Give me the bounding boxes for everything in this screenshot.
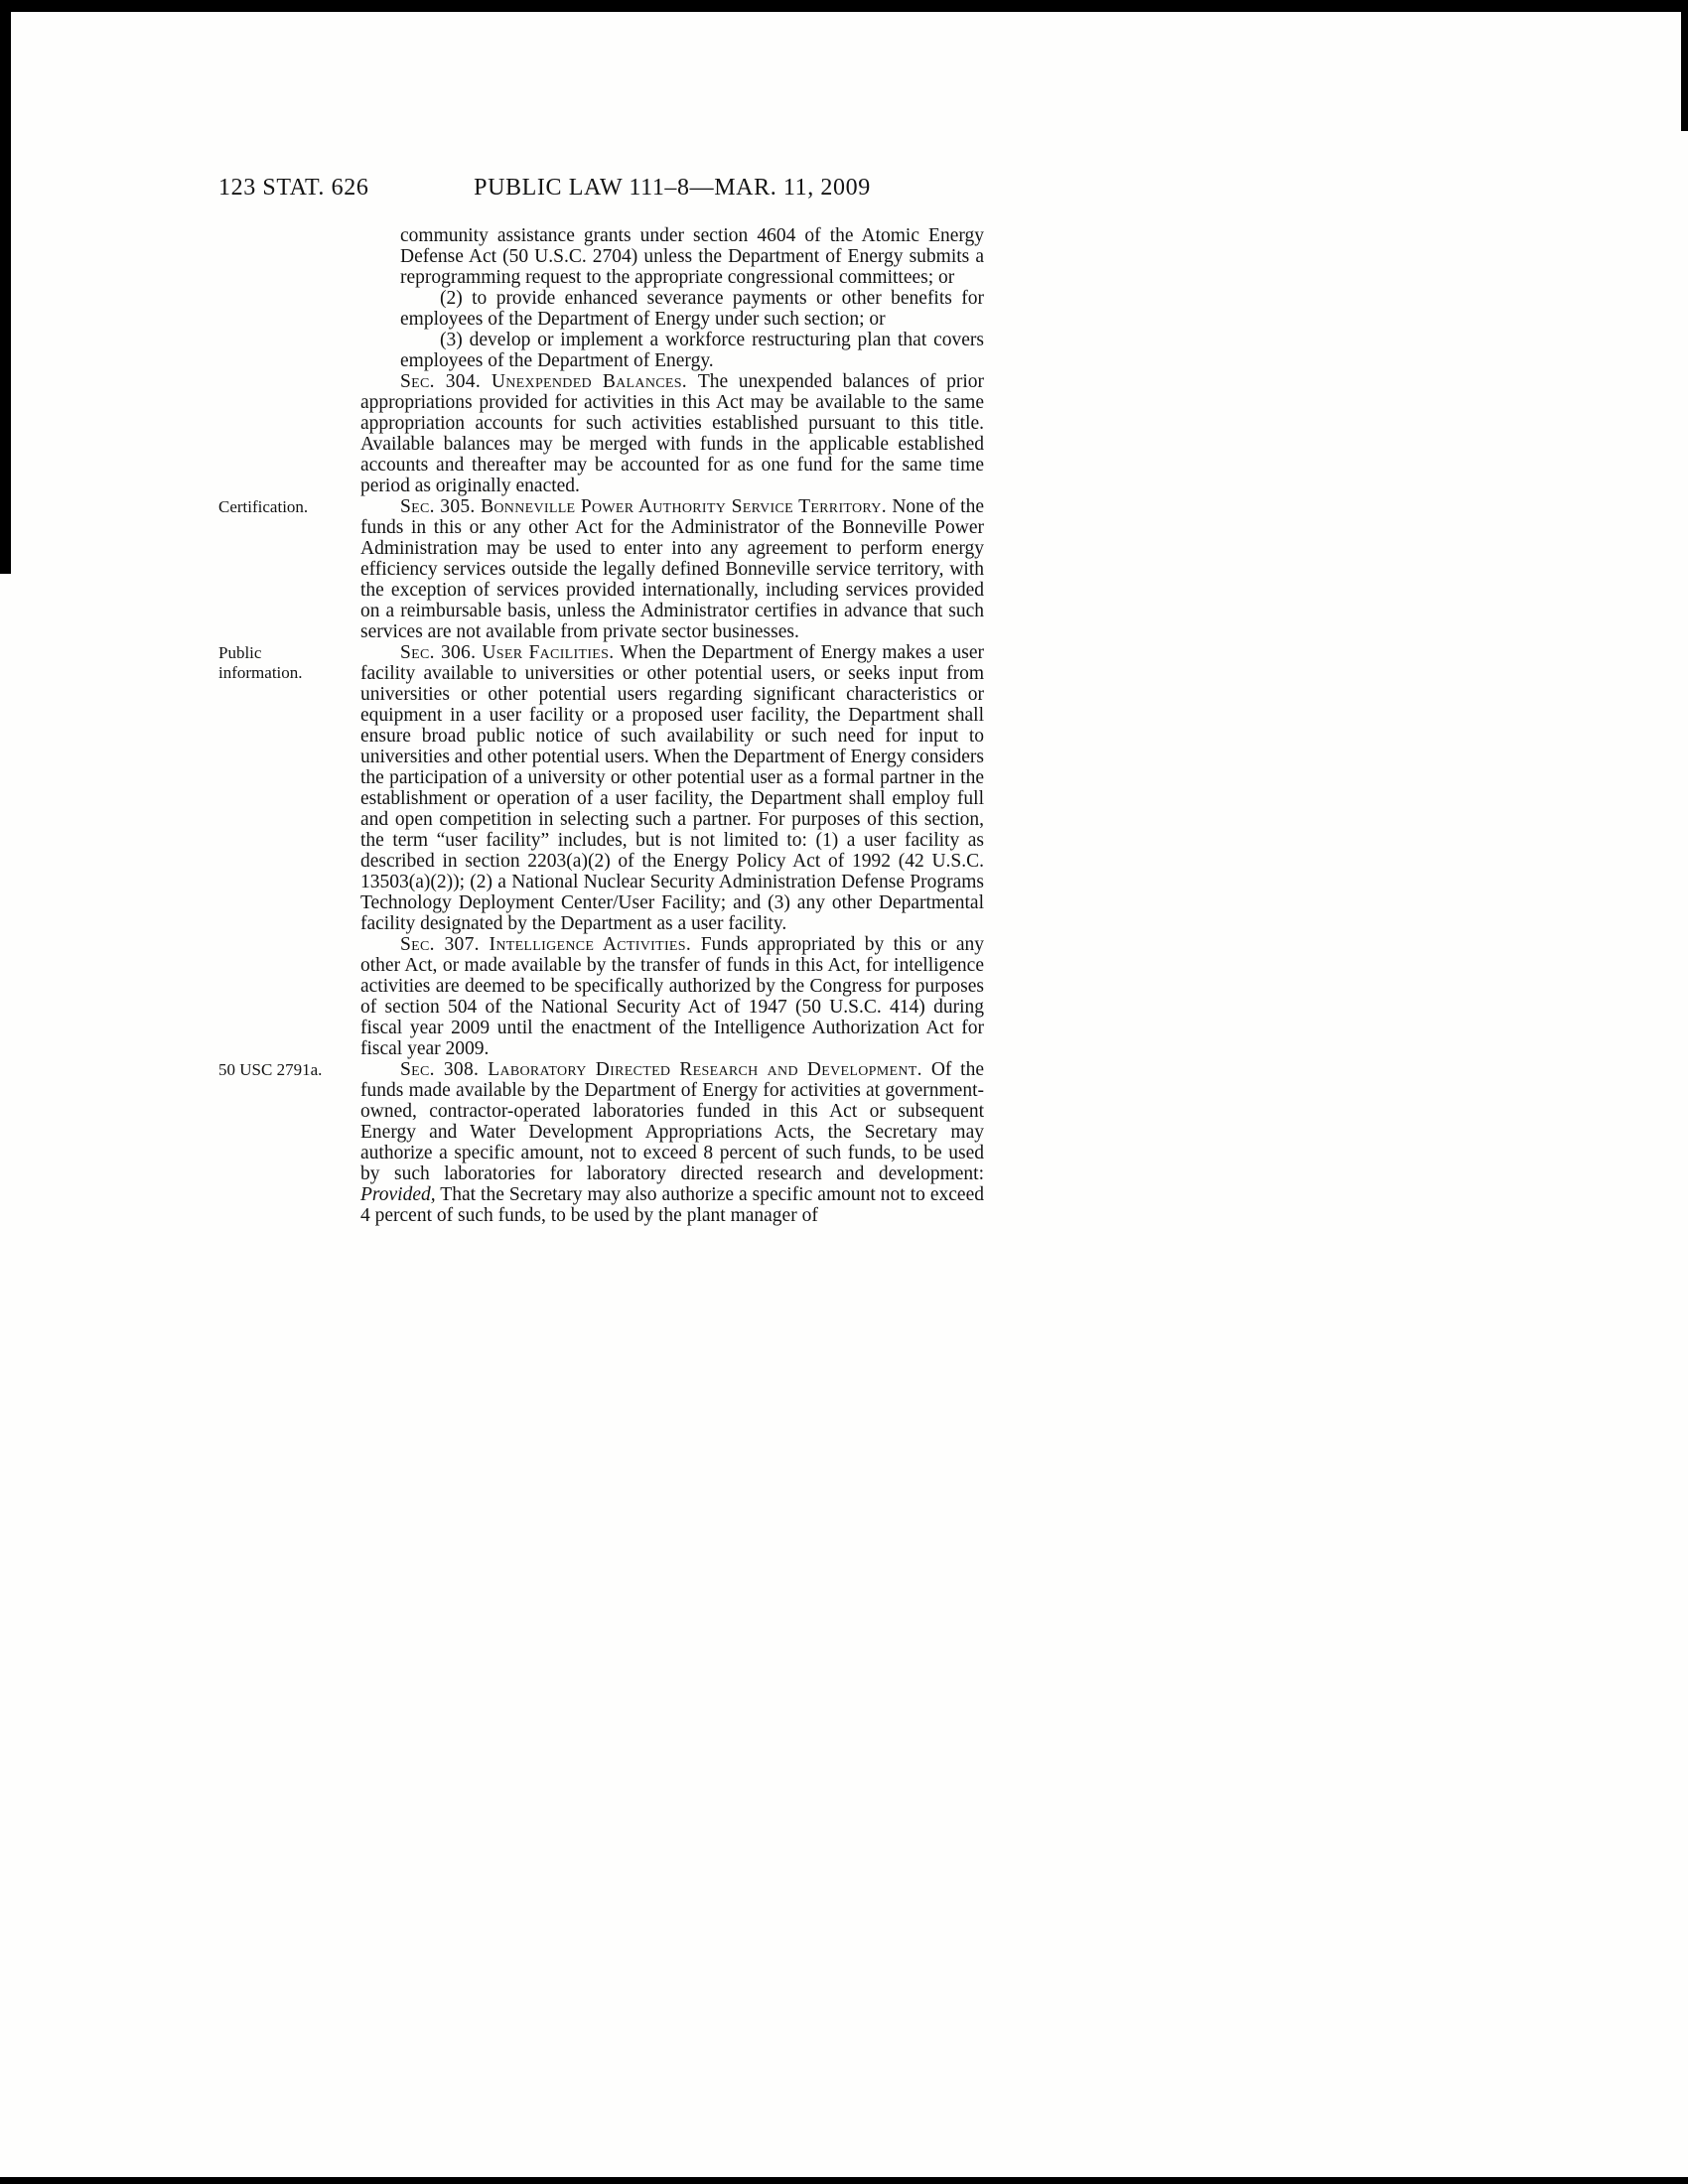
sec-308-laboratory-directed-research <box>218 1059 984 1226</box>
text-run: When the Department of Energy makes a user facility available to universities or other potential users, or seeks input from universities or other potential users regarding significant characteristics or equipment in a user facility or a proposed user facility, the Department shall ensure broad public notice of such availability or such need for input to universities and other potential users. When the Department of Energy considers the participation of a university or other potential user as a formal partner in the establishment or operation of a user facility, the Department shall employ full and open competition in selecting such a partner. For purposes of this section, the term “user facility” includes, but is not limited to: (1) a user facility as described in section 2203(a)(2) of the Energy Policy Act of 1992 (42 U.S.C. 13503(a)(2)); (2) a National Nuclear Security Administration Defense Programs Technology Deployment Center/User Facility; and (3) any other Departmental facility designated by the Department as a user facility. <box>360 642 984 934</box>
stat-page-number: 123 STAT. 626 <box>218 175 369 201</box>
scan-edge-top <box>0 0 1688 12</box>
sec-305-bonneville-power <box>218 496 984 642</box>
text-run: Of the funds made available by the Department of Energy for activities at government-owned, contractor-operated laboratories funded in this Act or subsequent Energy and Water Development Appropriations Acts, the Secretary may authorize a specific amount, not to exceed 8 percent of such funds, to be used by such laboratories for laboratory directed research and development: <box>360 1059 984 1184</box>
public-law-running-head: PUBLIC LAW 111–8—MAR. 11, 2009 <box>474 175 871 201</box>
section-heading: Sec. 306. User Facilities. <box>400 642 621 663</box>
text-run: (2) to provide enhanced severance payments or other benefits for employees of the Department of Energy under such section; or <box>400 288 984 330</box>
body-paragraphs <box>218 225 984 1226</box>
margin-note: Certification. <box>218 497 309 516</box>
sec-306-user-facilities <box>218 642 984 934</box>
text-run: Funds appropriated by this or any other Act, or made available by the transfer of funds in this Act, for intelligence activities are deemed to be specifically authorized by the Congress for purposes of section 504 of the National Security Act of 1947 (50 U.S.C. 414) during fiscal year 2009 until the enactment of the Intelligence Authorization Act for fiscal year 2009. <box>360 934 984 1059</box>
sec-304-unexpended-balances <box>360 371 984 496</box>
text-run: community assistance grants under section 4604 of the Atomic Energy Defense Act (50 U.S.C. 2704) unless the Department of Energy submits a reprogramming request to the appropriate congressional committees; or <box>400 225 984 288</box>
section-heading: Sec. 307. Intelligence Activities. <box>400 934 701 955</box>
text-run: The unexpended balances of prior appropriations provided for activities in this Act may be available to the same appropriation accounts for such activities established pursuant to this title. Available balances may be merged with funds in the applicable established accounts and thereafter may be accounted for as one fund for the same time period as originally enacted. <box>360 371 984 496</box>
section-heading: Sec. 304. Unexpended Balances. <box>400 371 698 392</box>
margin-note: Public information. <box>218 643 303 682</box>
section-heading: Sec. 308. Laboratory Directed Research and Development. <box>400 1059 931 1080</box>
margin-note: 50 USC 2791a. <box>218 1060 323 1079</box>
scan-edge-bottom <box>0 2177 1688 2184</box>
text-run: Provided, <box>360 1184 436 1205</box>
scan-edge-left <box>0 0 11 574</box>
clause-2 <box>400 288 984 330</box>
text-run: That the Secretary may also authorize a specific amount not to exceed 4 percent of such funds, to be used by the plant manager of <box>360 1184 984 1226</box>
clause-1-continuation <box>400 225 984 288</box>
text-run: None of the funds in this or any other Act for the Administrator of the Bonneville Power Administration may be used to enter into any agreement to perform energy efficiency services outside the legally defined Bonneville service territory, with the exception of services provided internationally, including services provided on a reimbursable basis, unless the Administrator certifies in advance that such services are not available from private sector businesses. <box>360 496 984 642</box>
clause-3 <box>400 330 984 371</box>
sec-307-intelligence-activities <box>360 934 984 1059</box>
scan-edge-right <box>1681 0 1688 131</box>
text-run: (3) develop or implement a workforce restructuring plan that covers employees of the Department of Energy. <box>400 330 984 371</box>
section-heading: Sec. 305. Bonneville Power Authority Service Territory. <box>400 496 893 517</box>
